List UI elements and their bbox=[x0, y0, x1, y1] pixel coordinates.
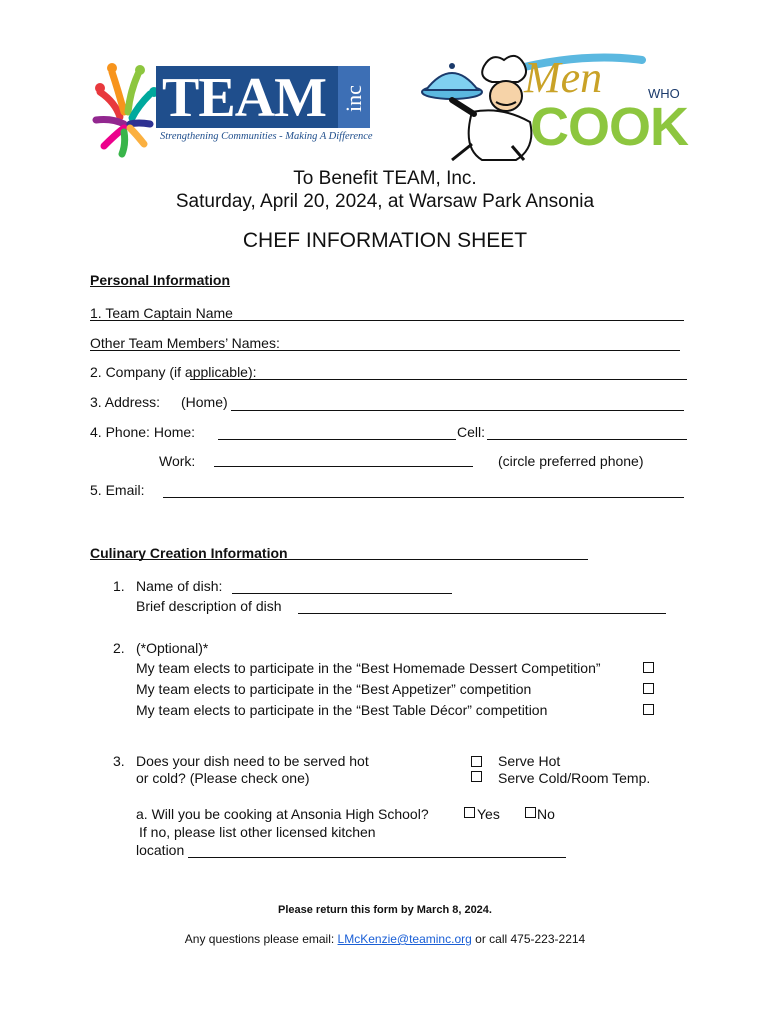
dish-name-field[interactable] bbox=[232, 593, 452, 594]
team-tagline: Strengthening Communities - Making A Difference bbox=[160, 131, 373, 142]
contact-line bbox=[0, 932, 770, 947]
location-label: location bbox=[136, 842, 185, 858]
serve-hot-checkbox[interactable] bbox=[471, 756, 482, 767]
cook-wordmark: COOK bbox=[530, 97, 688, 157]
team-captain-label: 1. Team Captain Name bbox=[90, 305, 233, 321]
benefit-line: To Benefit TEAM, Inc. bbox=[293, 168, 477, 189]
return-deadline: Please return this form by March 8, 2024. bbox=[278, 904, 492, 916]
email-field[interactable] bbox=[163, 497, 684, 498]
item3-number: 3. bbox=[113, 753, 125, 769]
personal-info-heading: Personal Information bbox=[90, 272, 231, 288]
other-kitchen-label: If no, please list other licensed kitchen bbox=[139, 824, 376, 840]
item2-number: 2. bbox=[113, 640, 125, 656]
team-inc-logo bbox=[90, 62, 380, 162]
culinary-heading: Culinary Creation Information bbox=[90, 545, 288, 561]
address-label: 3. Address: bbox=[90, 394, 161, 410]
dessert-competition-label: My team elects to participate in the “Best Homemade Dessert Competition” bbox=[136, 660, 601, 676]
contact-phone: or call 475-223-2214 bbox=[475, 932, 586, 946]
phone-home-label: 4. Phone: Home: bbox=[90, 424, 196, 440]
dish-description-field[interactable] bbox=[298, 613, 666, 614]
contact-prefix: Any questions please email: bbox=[184, 932, 335, 946]
team-captain-field[interactable] bbox=[90, 320, 684, 321]
page-title: CHEF INFORMATION SHEET bbox=[242, 229, 528, 252]
ahs-no-checkbox[interactable] bbox=[525, 807, 536, 818]
email-label: 5. Email: bbox=[90, 482, 145, 498]
phone-home-field[interactable] bbox=[218, 439, 456, 440]
cell-label: Cell: bbox=[457, 424, 486, 440]
table-decor-competition-label: My team elects to participate in the “Best Table Décor” competition bbox=[136, 702, 548, 718]
company-label: 2. Company (if applicable): bbox=[90, 364, 257, 380]
who-wordmark: WHO bbox=[648, 86, 680, 101]
location-field[interactable] bbox=[188, 857, 566, 858]
dessert-competition-checkbox[interactable] bbox=[643, 662, 654, 673]
dish-name-label: Name of dish: bbox=[136, 578, 223, 594]
circle-preferred-note: (circle preferred phone) bbox=[498, 453, 644, 469]
culinary-heading-underline bbox=[90, 559, 588, 560]
company-field[interactable] bbox=[190, 379, 687, 380]
work-label: Work: bbox=[159, 453, 196, 469]
ahs-question: a. Will you be cooking at Ansonia High School? bbox=[136, 806, 429, 822]
event-date-line: Saturday, April 20, 2024, at Warsaw Park Ansonia bbox=[175, 191, 595, 212]
hot-cold-question-line2: or cold? (Please check one) bbox=[136, 770, 310, 786]
cell-field[interactable] bbox=[487, 439, 687, 440]
dish-description-label: Brief description of dish bbox=[136, 598, 282, 614]
address-field[interactable] bbox=[231, 410, 684, 411]
ahs-yes-label: Yes bbox=[477, 806, 500, 822]
address-home-label: (Home) bbox=[181, 394, 228, 410]
optional-label: (*Optional)* bbox=[136, 640, 209, 656]
team-inc-wordmark: inc bbox=[341, 85, 366, 113]
team-wordmark: TEAM bbox=[162, 67, 326, 129]
table-decor-competition-checkbox[interactable] bbox=[643, 704, 654, 715]
team-members-field[interactable] bbox=[90, 350, 680, 351]
work-phone-field[interactable] bbox=[214, 466, 473, 467]
team-members-label: Other Team Members’ Names: bbox=[90, 335, 280, 351]
item1-number: 1. bbox=[113, 578, 125, 594]
contact-email-link[interactable]: LMcKenzie@teaminc.org bbox=[337, 932, 472, 946]
appetizer-competition-label: My team elects to participate in the “Best Appetizer” competition bbox=[136, 681, 532, 697]
serve-cold-label: Serve Cold/Room Temp. bbox=[498, 770, 651, 786]
men-wordmark: Men bbox=[524, 53, 603, 102]
ahs-no-label: No bbox=[537, 806, 555, 822]
ahs-yes-checkbox[interactable] bbox=[464, 807, 475, 818]
hot-cold-question-line1: Does your dish need to be served hot bbox=[136, 753, 369, 769]
serve-hot-label: Serve Hot bbox=[498, 753, 561, 769]
serve-cold-checkbox[interactable] bbox=[471, 771, 482, 782]
appetizer-competition-checkbox[interactable] bbox=[643, 683, 654, 694]
men-who-cook-logo bbox=[412, 52, 696, 164]
